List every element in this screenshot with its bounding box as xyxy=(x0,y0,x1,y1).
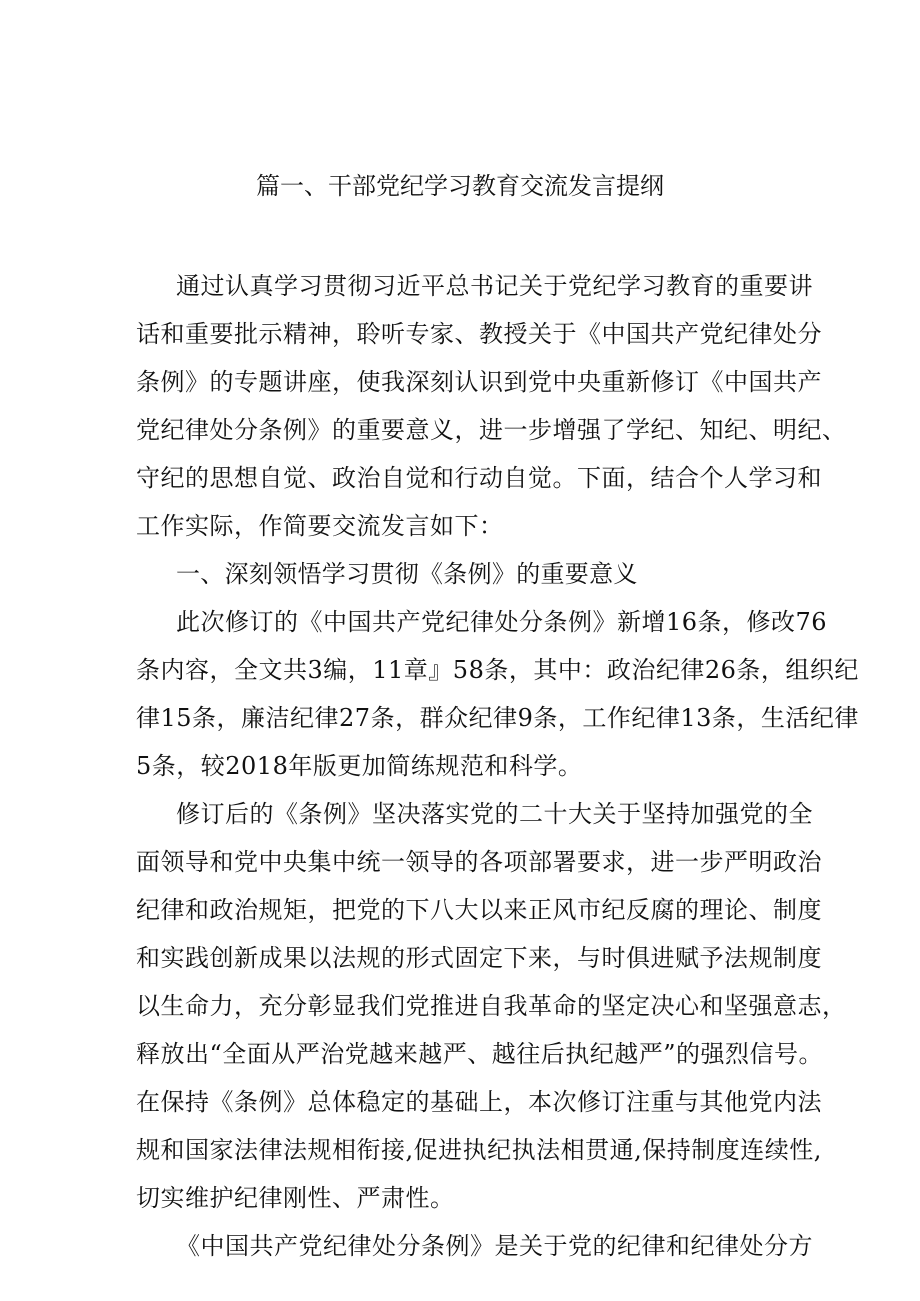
document-title: 篇一、干部党纪学习教育交流发言提纲 xyxy=(256,172,664,200)
paragraph-line: 面领导和党中央集中统一领导的各项部署要求，进一步严明政治 xyxy=(136,848,822,876)
paragraph-line: 切实维护纪律刚性、严肃性。 xyxy=(136,1184,455,1212)
paragraph-line: 以生命力，充分彰显我们党推进自我革命的坚定决心和坚强意志， xyxy=(136,992,847,1020)
section-heading: 一、深刻领悟学习贯彻《条例》的重要意义 xyxy=(176,560,638,588)
paragraph-line: 纪律和政治规矩，把党的下八大以来正风市纪反腐的理论、制度 xyxy=(136,896,822,924)
paragraph-line: 此次修订的《中国共产党纪律处分条例》新增16条，修改76 xyxy=(176,608,828,636)
document-body xyxy=(136,262,859,1270)
paragraph-line: 在保持《条例》总体稳定的基础上，本次修订注重与其他党内法 xyxy=(136,1088,822,1116)
paragraph-line: 话和重要批示精神，聆听专家、教授关于《中国共产党纪律处分 xyxy=(136,320,822,348)
paragraph-line: 条内容，全文共3编，11章』58条，其中：政治纪律26条，组织纪 xyxy=(136,656,859,684)
paragraph-line: 修订后的《条例》坚决落实党的二十大关于坚持加强党的全 xyxy=(176,800,813,828)
paragraph-line: 律15条，廉洁纪律27条，群众纪律9条，工作纪律13条，生活纪律 xyxy=(136,704,859,732)
paragraph-line: 工作实际，作简要交流发言如下： xyxy=(136,512,504,540)
paragraph-line: 规和国家法律法规相衔接,促进执纪执法相贯通,保持制度连续性, xyxy=(136,1136,822,1164)
paragraph-line: 和实践创新成果以法规的形式固定下来，与时俱进赋予法规制度 xyxy=(136,944,822,972)
paragraph-line: 条例》的专题讲座，使我深刻认识到党中央重新修订《中国共产 xyxy=(136,368,822,396)
paragraph-line: 通过认真学习贯彻习近平总书记关于党纪学习教育的重要讲 xyxy=(176,272,813,300)
paragraph-line: 5条，较2018年版更加简练规范和科学。 xyxy=(136,752,583,780)
paragraph-line: 释放出“全面从严治党越来越严、越往后执纪越严”的强烈信号。 xyxy=(136,1040,824,1068)
paragraph-line: 守纪的思想自觉、政治自觉和行动自觉。下面，结合个人学习和 xyxy=(136,464,822,492)
paragraph-line: 《中国共产党纪律处分条例》是关于党的纪律和纪律处分方 xyxy=(176,1232,813,1260)
paragraph-line: 党纪律处分条例》的重要意义，进一步增强了学纪、知纪、明纪、 xyxy=(136,416,847,444)
